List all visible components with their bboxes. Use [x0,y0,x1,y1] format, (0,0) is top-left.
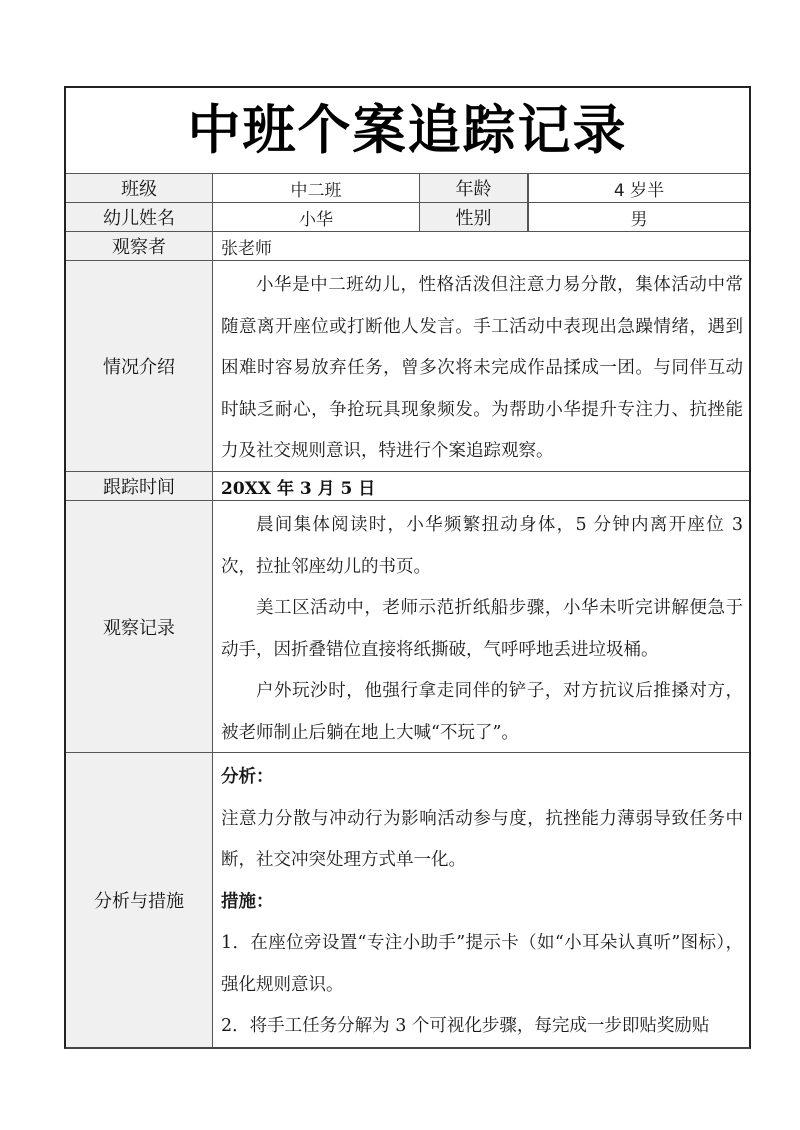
observer-value: 张老师 [221,238,272,259]
document-title: 中班个案追踪记录 [187,99,628,161]
row-intro [66,261,749,472]
measures-heading: 措施： [221,891,274,912]
case-record-table [64,86,751,1049]
class-label: 班级 [66,174,213,202]
row-observer [66,232,749,261]
row-analysis-measures [66,753,749,1047]
analysis-text: 注意力分散与冲动行为影响活动参与度，抗挫能力薄弱导致任务中断，社交冲突处理方式单一化。 [221,808,743,870]
row-tracking-time [66,472,749,501]
analysis-measures-label: 分析与措施 [66,753,213,1047]
observation-paragraph: 户外玩沙时，他强行拿走同伴的铲子，对方抗议后推搡对方，被老师制止后躺在地上大喊“不玩了”。 [221,681,743,743]
age-label: 年龄 [419,174,528,202]
age-value: 4 岁半 [528,174,749,202]
observation-cell [213,501,749,752]
measure-item: 1．在座位旁设置“专注小助手”提示卡（如“小耳朵认真听”图标），强化规则意识。 [221,933,743,995]
tracking-time-label: 跟踪时间 [66,472,213,500]
child-name-value: 小华 [299,209,333,230]
child-name-label: 幼儿姓名 [66,203,213,231]
analysis-heading: 分析： [221,767,274,787]
row-name-gender [66,203,749,232]
observation-paragraph: 晨间集体阅读时，小华频繁扭动身体，5 分钟内离开座位 3 次，拉扯邻座幼儿的书页。 [221,515,743,577]
observation-label: 观察记录 [66,501,213,752]
observer-label: 观察者 [66,232,213,260]
observation-paragraph: 美工区活动中，老师示范折纸船步骤，小华未听完讲解便急于动手，因折叠错位直接将纸撕破，气呼呼地丢进垃圾桶。 [221,598,743,660]
measure-item: 2．将手工任务分解为 3 个可视化步骤，每完成一步即贴奖励贴 [221,1016,710,1036]
intro-cell [213,261,749,471]
tracking-date: 20XX 年 3 月 5 日 [221,478,376,499]
row-observation [66,501,749,753]
gender-label: 性别 [419,203,528,231]
intro-label: 情况介绍 [66,261,213,471]
analysis-cell [213,753,749,1047]
intro-text: 小华是中二班幼儿，性格活泼但注意力易分散，集体活动中常随意离开座位或打断他人发言。手工活动中表现出急躁情绪，遇到困难时容易放弃任务，曾多次将未完成作品揉成一团。与同伴互动时缺乏耐心，争抢玩具现象频发。为帮助小华提升专注力、抗挫能力及社交规则意识，特进行个案追踪观察。 [221,275,743,461]
gender-value: 男 [528,203,749,231]
class-value: 中二班 [290,180,342,201]
row-class-age [66,174,749,203]
title-row [66,88,749,174]
